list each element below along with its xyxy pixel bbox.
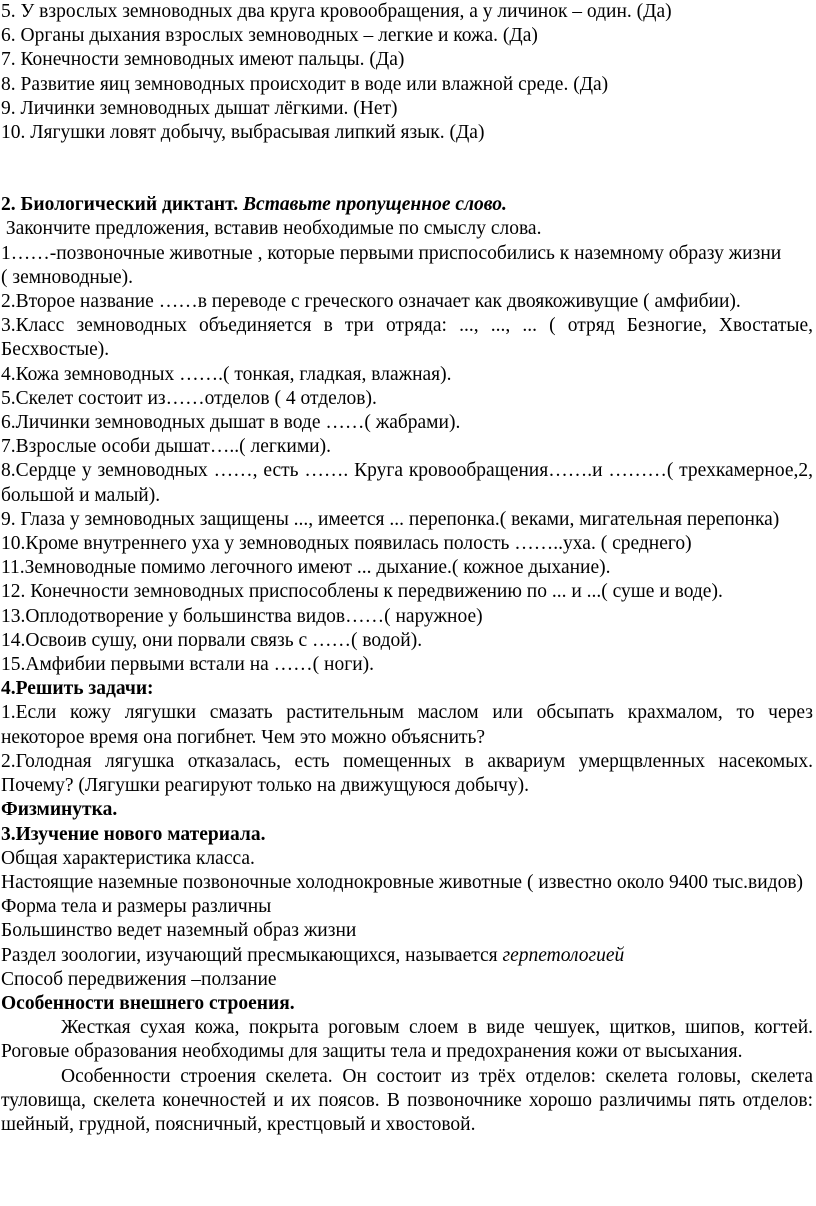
new-material-heading: 3.Изучение нового материала. [1, 823, 266, 845]
dictation-item: 11.Земноводные помимо легочного имеют ... дыхание.( кожное дыхание). [1, 557, 611, 579]
external-structure-heading: Особенности внешнего строения. [1, 992, 295, 1014]
tasks-heading: 4.Решить задачи: [1, 678, 154, 700]
dictation-heading [1, 193, 813, 217]
dictation-item: 4.Кожа земноводных …….( тонкая, гладкая, влажная). [1, 363, 452, 385]
dictation-item: 15.Амфибии первыми встали на ……( ноги). [1, 654, 375, 676]
dictation-item: 8.Сердце у земноводных ……, есть ……. Круга кровообращения…….и ………( трехкамерное,2, большой и малый). [1, 460, 813, 506]
zoology-term: герпетологией [502, 944, 625, 966]
dictation-item: 9. Глаза у земноводных защищены ..., имеется ... перепонка.( веками, мигательная перепонка) [1, 508, 780, 530]
dictation-item: 10.Кроме внутреннего уха у земноводных появилась полость ……..уха. ( среднего) [1, 533, 692, 555]
dictation-item: 3.Класс земноводных объединяется в три отряда: ..., ..., ... ( отряд Безногие, Хвостатые, Бесхвостые). [1, 315, 813, 361]
dictation-item: 6.Личинки земноводных дышат в воде ……( жабрами). [1, 412, 461, 434]
zoology-line [1, 944, 813, 968]
zoology-prefix: Раздел зоологии, изучающий пресмыкающихся, называется [1, 944, 503, 966]
material-line: Форма тела и размеры различны [1, 896, 272, 918]
material-line: Способ передвижения –ползание [1, 968, 277, 990]
dictation-item: 7.Взрослые особи дышат…..( легкими). [1, 436, 331, 458]
dictation-item: 13.Оплодотворение у большинства видов……( наружное) [1, 605, 483, 627]
material-line: Общая характеристика класса. [1, 847, 255, 869]
dictation-instruction: Вставьте пропущенное слово. [243, 194, 507, 216]
dictation-item: 5.Скелет состоит из……отделов ( 4 отделов). [1, 387, 377, 409]
quiz-item: 5. У взрослых земноводных два круга кровообращения, а у личинок – один. (Да) [1, 1, 672, 22]
dictation-title: 2. Биологический диктант. [1, 194, 239, 216]
dictation-item: 12. Конечности земноводных приспособлены к передвижению по ... и ...( суше и воде). [1, 581, 723, 603]
break-heading: Физминутка. [1, 799, 118, 821]
dictation-item: 1……-позвоночные животные , которые первыми приспособились к наземному образу жизни [1, 242, 782, 264]
quiz-answers [1, 0, 813, 145]
structure-paragraph: Жесткая сухая кожа, покрыта роговым слоем в виде чешуек, щитков, шипов, когтей. Роговые образования необходимы для защиты тела и предохранения кожи от высыхания. [1, 1017, 813, 1063]
quiz-item: 6. Органы дыхания взрослых земноводных – легкие и кожа. (Да) [1, 25, 538, 47]
dictation-intro: Закончите предложения, вставив необходимые по смыслу слова. [1, 218, 542, 240]
quiz-item: 10. Лягушки ловят добычу, выбрасывая липкий язык. (Да) [1, 122, 485, 144]
quiz-item: 8. Развитие яиц земноводных происходит в воде или влажной среде. (Да) [1, 73, 609, 95]
spacer [1, 145, 813, 193]
quiz-item: 7. Конечности земноводных имеют пальцы. (Да) [1, 49, 405, 71]
task-item: 2.Голодная лягушка отказалась, есть помещенных в аквариум умерщвленных насекомых. Почему? (Лягушки реагируют только на движущуюся добычу). [1, 750, 813, 797]
structure-paragraph: Особенности строения скелета. Он состоит из трёх отделов: скелета головы, скелета туловища, скелета конечностей и их поясов. В позвоночнике хорошо различимы пять отделов: шейный, грудной, поясничный, крестцовый и хвостовой. [1, 1065, 813, 1135]
material-line: Большинство ведет наземный образ жизни [1, 920, 357, 942]
material-line: Настоящие наземные позвоночные холоднокровные животные ( известно около 9400 тыс.видов) [1, 871, 804, 893]
dictation-item: 14.Освоив сушу, они порвали связь с ……( водой). [1, 629, 423, 651]
dictation-item: 2.Второе название ……в переводе с греческого означает как двоякоживущие ( амфибии). [1, 291, 741, 313]
task-item: 1.Если кожу лягушки смазать растительным маслом или обсыпать крахмалом, то через некоторое время она погибнет. Чем это можно объяснить? [1, 702, 813, 748]
quiz-item: 9. Личинки земноводных дышат лёгкими. (Нет) [1, 97, 398, 119]
dictation-item: ( земноводные). [1, 266, 133, 288]
